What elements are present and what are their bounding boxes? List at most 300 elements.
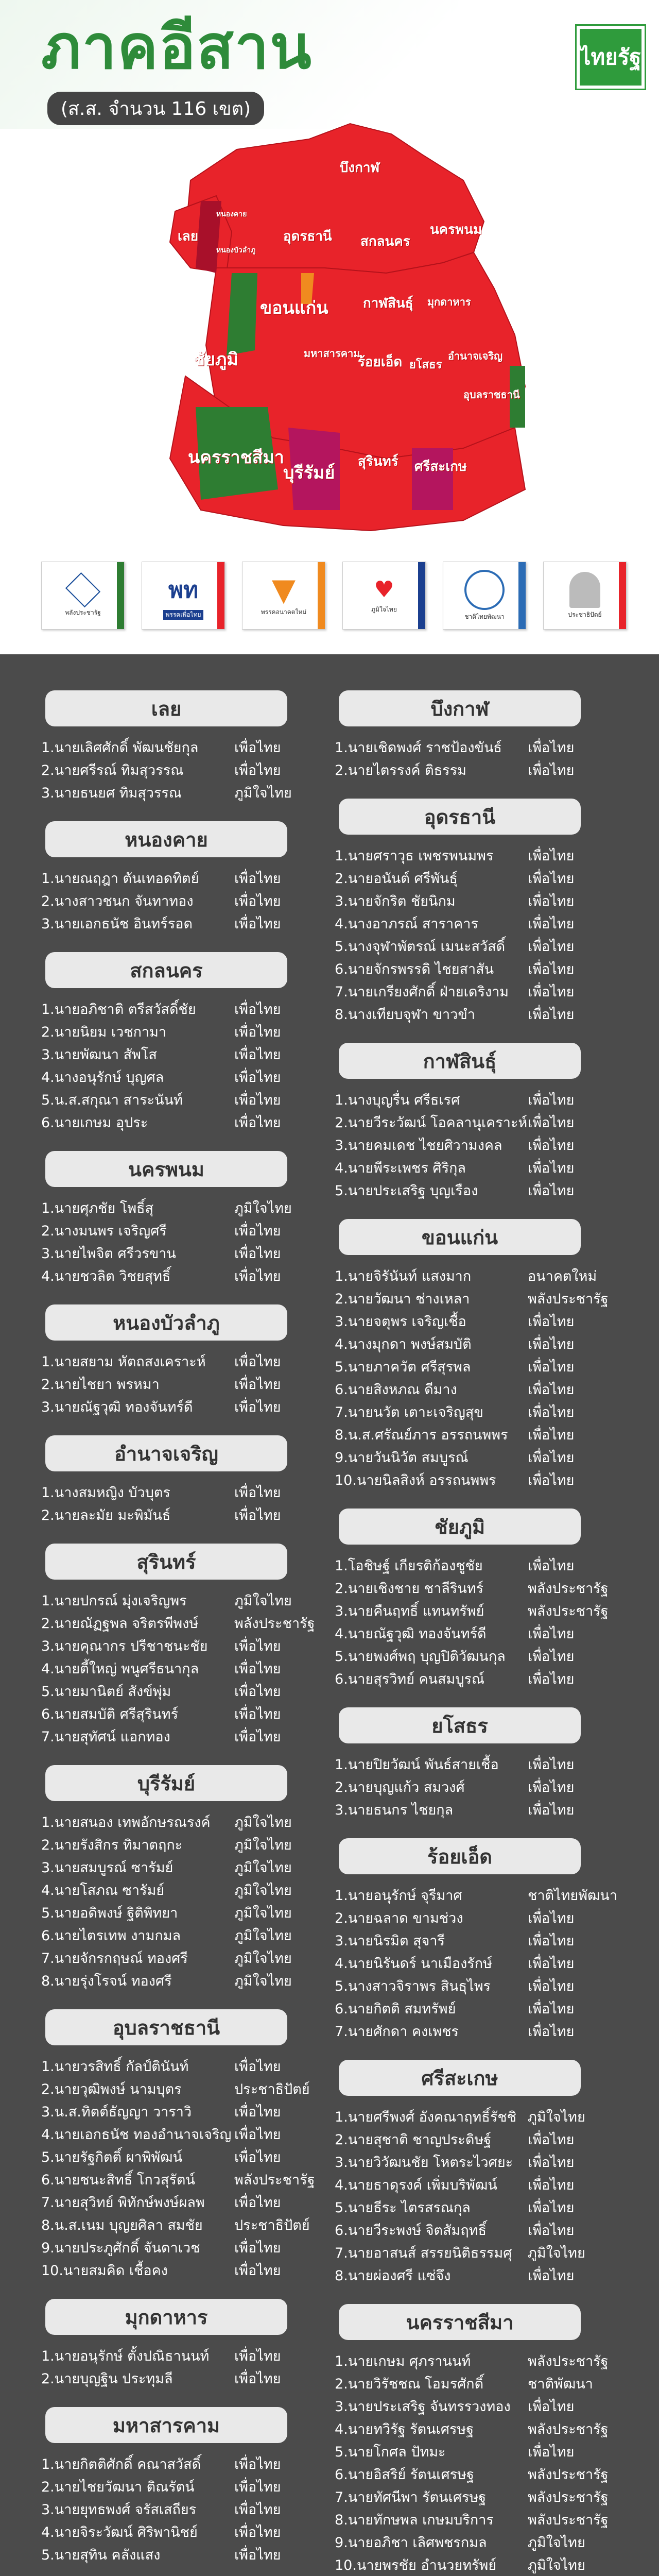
member-row [41, 2236, 330, 2259]
member-party: ภูมิใจไทย [528, 2109, 585, 2125]
member-name: 2.นายสุชาติ ชาญประดิษฐ์ [335, 2131, 492, 2148]
member-name: 3.นายธนยศ ทิมสุวรรณ [41, 785, 182, 801]
map-region-chaiyaphum-green [227, 273, 257, 355]
member-row [335, 2463, 623, 2485]
member-name: 9.นายวันนิวัต สมบูรณ์ [335, 1449, 469, 1466]
member-row [41, 1481, 330, 1503]
member-party: อนาคตใหม่ [528, 1268, 597, 1284]
member-name: 4.นายธาดุรงค์ เพิ่มบริพัฒน์ [335, 2177, 497, 2193]
member-list [335, 1264, 623, 1491]
province-heading: อำนาจเจริญ [45, 1435, 287, 1471]
member-name: 4.นางมุกดา พงษ์สมบัติ [335, 1336, 472, 1352]
member-party: เพื่อไทย [234, 1223, 281, 1239]
party-color-strip [518, 562, 526, 629]
member-row [335, 2241, 623, 2264]
member-party: เพื่อไทย [528, 1557, 575, 1574]
member-party: เพื่อไทย [528, 1449, 575, 1466]
member-row [41, 2191, 330, 2213]
party-logo [342, 562, 426, 630]
member-list [335, 1088, 623, 1201]
member-name: 2.นายฉลาด ขามช่วง [335, 1910, 463, 1926]
member-row [335, 2349, 623, 2372]
member-party: เพื่อไทย [234, 762, 281, 778]
member-row [335, 1264, 623, 1287]
member-name: 4.นายตี้ใหญ่ พนูศรีธนากุล [41, 1660, 199, 1677]
member-party: เพื่อไทย [528, 1182, 575, 1199]
member-party: เพื่อไทย [234, 1728, 281, 1745]
party-emblem-icon: พท [168, 577, 198, 603]
province-heading: ยโสธร [339, 1707, 581, 1743]
province-heading: เลย [45, 690, 287, 726]
member-row [41, 781, 330, 804]
member-list [335, 1554, 623, 1690]
member-party: เพื่อไทย [234, 1683, 281, 1700]
province-block [335, 1509, 623, 1690]
province-block [41, 690, 330, 804]
member-name: 9.นายอภิชา เลิศพชรกมล [335, 2534, 487, 2551]
isan-map-svg [154, 118, 535, 541]
member-name: 4.นายนิรันดร์ นาเมืองรักษ์ [335, 1955, 492, 1972]
brand-logo: ไทยรัฐ [577, 26, 645, 89]
member-party: ภูมิใจไทย [234, 1200, 292, 1216]
member-party: เพื่อไทย [234, 2104, 281, 2120]
province-block [335, 1043, 623, 1201]
member-name: 2.นายบุญฐิน ประทุมลี [41, 2370, 173, 2387]
party-caption: พรรคเพื่อไทย [163, 610, 203, 620]
member-row [41, 1219, 330, 1242]
member-party: เพื่อไทย [528, 1955, 575, 1972]
member-row [41, 2520, 330, 2543]
member-row [41, 1680, 330, 1702]
member-party: เพื่อไทย [528, 938, 575, 955]
party-logo [41, 562, 125, 630]
member-name: 2.นายศรีรณ์ ทิมสุวรรณ [41, 762, 184, 778]
member-name: 6.นายไตรเทพ งามกมล [41, 1927, 181, 1944]
map-label: มุกดาหาร [427, 296, 471, 308]
member-party: เพื่อไทย [528, 1472, 575, 1488]
member-row [41, 1634, 330, 1657]
member-row [335, 1952, 623, 1974]
member-name: 2.นายละมัย มะพิมันธ์ [41, 1507, 171, 1523]
member-party: เพื่อไทย [234, 2547, 281, 2563]
member-party: เพื่อไทย [528, 1381, 575, 1398]
member-name: 2.นายบุญแก้ว สมวงศ์ [335, 1779, 465, 1795]
map-label: ยโสธร [409, 359, 442, 371]
member-name: 7.นายอาสนส์ สรรยนิติธรรมศุ [335, 2245, 512, 2261]
member-list [335, 2105, 623, 2286]
member-list [41, 1810, 330, 1992]
member-name: 6.นายกิตติ สมทรัพย์ [335, 2001, 456, 2017]
member-party: เพื่อไทย [234, 870, 281, 887]
province-block [41, 2009, 330, 2281]
member-row [335, 1003, 623, 1025]
member-row [41, 1810, 330, 1833]
isan-map [154, 118, 535, 541]
member-party: ภูมิใจไทย [234, 1973, 292, 1989]
member-party: ชาติไทยพัฒนา [528, 1887, 618, 1904]
member-party: เพื่อไทย [528, 2131, 575, 2148]
member-party: ภูมิใจไทย [234, 1814, 292, 1831]
member-row [335, 2417, 623, 2440]
member-row [41, 997, 330, 1020]
header [0, 0, 659, 129]
member-name: 2.นายนิยม เวชกามา [41, 1024, 167, 1040]
member-party: เพื่อไทย [528, 2177, 575, 2193]
member-list [41, 1589, 330, 1748]
member-row [335, 1133, 623, 1156]
member-row [335, 1446, 623, 1468]
member-party: พลังประชารัฐ [234, 2172, 315, 2188]
member-name: 1.นายจิรันันท์ แสงมาก [335, 1268, 472, 1284]
member-list [41, 2452, 330, 2566]
member-party: พลังประชารัฐ [528, 2421, 609, 2437]
member-row [335, 2173, 623, 2196]
member-row [335, 758, 623, 781]
member-party: เพื่อไทย [528, 1625, 575, 1642]
member-name: 8.น.ส.เนม บุญยศิลา สมชัย [41, 2217, 203, 2233]
member-row [41, 1242, 330, 1264]
member-party: เพื่อไทย [528, 961, 575, 977]
member-row [335, 2395, 623, 2417]
member-row [41, 2213, 330, 2236]
member-row [335, 2196, 623, 2218]
member-party: เพื่อไทย [528, 1910, 575, 1926]
province-block [41, 2299, 330, 2389]
member-name: 10.นายสมคิด เชื้อคง [41, 2262, 168, 2279]
member-name: 2.นายวัฒนา ช่างเหลา [335, 1291, 470, 1307]
province-heading: ชัยภูมิ [339, 1509, 581, 1545]
member-row [335, 889, 623, 912]
member-name: 1.นายสยาม หัตถสงเคราะห์ [41, 1353, 206, 1370]
member-row [335, 2150, 623, 2173]
member-name: 7.นายเกรียงศักดิ์ ฝ่ายเดริงาม [335, 984, 509, 1000]
member-party: เพื่อไทย [234, 2370, 281, 2387]
member-list [335, 1753, 623, 1821]
member-row [41, 1725, 330, 1748]
party-color-strip [418, 562, 425, 629]
member-party: เพื่อไทย [234, 1001, 281, 1018]
member-name: 5.นายประเสริฐ บุญเรือง [335, 1182, 478, 1199]
member-name: 4.นายเอกธนัช ทองอำนาจเจริญ [41, 2126, 232, 2143]
member-row [335, 2485, 623, 2508]
member-party: เพื่อไทย [528, 2001, 575, 2017]
province-block [41, 1765, 330, 1992]
map-label: บึงกาฬ [340, 160, 380, 176]
member-name: 3.นายนิรมิต สุจารี [335, 1933, 445, 1949]
member-list [41, 1350, 330, 1418]
member-name: 5.นายอดิพงษ์ ฐิติพิทยา [41, 1905, 178, 1921]
member-name: 8.นายทักษพล เกษมบริการ [335, 2512, 494, 2528]
member-party: เพื่อไทย [528, 1671, 575, 1687]
member-name: 1.นางสมหญิง บัวบุตร [41, 1484, 170, 1501]
member-party: เพื่อไทย [234, 2479, 281, 2495]
party-legend [0, 562, 659, 629]
member-row [335, 1798, 623, 1821]
province-heading: นครพนม [45, 1151, 287, 1187]
map-label: ร้อยเอ็ด [358, 354, 403, 370]
member-party: เพื่อไทย [234, 739, 281, 756]
member-row [41, 2498, 330, 2520]
member-party: เพื่อไทย [234, 1245, 281, 1262]
member-name: 3.นายธนกร ไชยกุล [335, 1802, 454, 1818]
member-party: เพื่อไทย [528, 2023, 575, 2040]
member-row [41, 736, 330, 758]
member-row [335, 1400, 623, 1423]
member-row [335, 1310, 623, 1332]
member-name: 5.นายมานิตย์ สังข์พุ่ม [41, 1683, 171, 1700]
member-name: 1.นายอนุรักษ์ จุรีมาศ [335, 1887, 462, 1904]
member-name: 7.นายนวัต เตาะเจริญสุข [335, 1404, 483, 1420]
member-row [41, 1264, 330, 1287]
member-row [41, 912, 330, 935]
member-party: เพื่อไทย [528, 1933, 575, 1949]
member-name: 3.นายพัฒนา สัพโส [41, 1046, 157, 1063]
province-heading: บุรีรัมย์ [45, 1765, 287, 1801]
member-party: ภูมิใจไทย [528, 2245, 585, 2261]
member-party: เพื่อไทย [528, 1359, 575, 1375]
member-party: เพื่อไทย [528, 1756, 575, 1773]
member-party: เพื่อไทย [528, 2444, 575, 2460]
member-row [41, 1946, 330, 1969]
member-party: เพื่อไทย [234, 2262, 281, 2279]
member-party: เพื่อไทย [234, 2194, 281, 2211]
member-party: เพื่อไทย [528, 2398, 575, 2415]
province-heading: มหาสารคาม [45, 2407, 287, 2443]
member-row [335, 736, 623, 758]
member-name: 4.นายณัฐวุฒิ ทองจันทร์ดี [335, 1625, 487, 1642]
member-row [335, 1884, 623, 1906]
party-emblem-icon: ♥ [374, 577, 394, 603]
member-party: ชาติพัฒนา [528, 2376, 593, 2392]
member-party: เพื่อไทย [234, 1706, 281, 1722]
member-name: 5.นางจุฬาพัตรณ์ เมนะสวัสดิ์ [335, 938, 506, 955]
party-caption: ภูมิใจไทย [371, 606, 397, 613]
member-row [335, 1468, 623, 1491]
member-party: เพื่อไทย [234, 2240, 281, 2256]
member-row [41, 1969, 330, 1992]
map-label: บุรีรัมย์ [283, 463, 335, 483]
member-party: เพื่อไทย [234, 916, 281, 932]
member-party: เพื่อไทย [234, 1638, 281, 1654]
member-row [335, 2553, 623, 2576]
province-heading: อุดรธานี [339, 799, 581, 835]
member-name: 3.นายคมเดช ไชยศิวามงคล [335, 1137, 502, 1154]
member-row [335, 1577, 623, 1599]
member-name: 2.นายไตรรงค์ ติธรรม [335, 762, 466, 778]
member-name: 8.นางเทียบจุฬา ขาวขำ [335, 1006, 475, 1023]
member-party: พลังประชารัฐ [528, 1603, 609, 1619]
member-name: 7.นายทัศนีพา รัตนเศรษฐ [335, 2489, 487, 2505]
member-name: 3.นายคุณากร ปรีชาชนะชัย [41, 1638, 208, 1654]
member-party: เพื่อไทย [234, 1507, 281, 1523]
member-name: 6.นายวีระพงษ์ จิตสัมฤทธิ์ [335, 2222, 487, 2239]
member-name: 4.นายจิระวัฒน์ ศิริพานิชย์ [41, 2524, 198, 2540]
member-row [41, 1856, 330, 1878]
member-row [335, 1906, 623, 1929]
member-party: เพื่อไทย [528, 1137, 575, 1154]
member-row [41, 1043, 330, 1065]
member-row [335, 2218, 623, 2241]
member-list [335, 1884, 623, 2042]
map-label: มหาสารคาม [304, 347, 360, 360]
member-party: เพื่อไทย [234, 893, 281, 909]
party-caption: พลังประชารัฐ [65, 608, 101, 616]
member-name: 1.นายกิตติศักดิ์ คณาสวัสดิ์ [41, 2456, 201, 2472]
member-name: 5.นายโกศล ปัทมะ [335, 2444, 446, 2460]
member-list [41, 867, 330, 935]
map-label: ชัยภูมิ [193, 349, 238, 370]
member-name: 10.นายพรชัย อำนวยทรัพย์ [335, 2557, 497, 2573]
member-party: เพื่อไทย [528, 870, 575, 887]
member-party: เพื่อไทย [528, 1336, 575, 1352]
member-row [335, 2531, 623, 2553]
member-row [335, 1355, 623, 1378]
member-name: 3.นายจักริต ชัยนิกม [335, 893, 456, 909]
party-logo [443, 562, 526, 630]
province-block [335, 799, 623, 1025]
member-name: 3.นายวิวัฒนชัย โหตระไวศยะ [335, 2154, 513, 2171]
member-name: 6.นายจักรพรรดิ ไชยสาสัน [335, 961, 494, 977]
member-party: เพื่อไทย [234, 1660, 281, 1677]
province-heading: หนองบัวลำภู [45, 1304, 287, 1341]
infographic-top [0, 0, 659, 654]
member-row [41, 2344, 330, 2367]
member-row [335, 2105, 623, 2128]
member-row [41, 867, 330, 889]
member-name: 1.นายปิยวัฒน์ พันธ์สายเชื้อ [335, 1756, 499, 1773]
member-name: 1.นายเกษม ศุภรานนท์ [335, 2353, 471, 2369]
member-party: เพื่อไทย [528, 893, 575, 909]
member-name: 5.นายรัฐกิตติ์ ผาพิพัฒน์ [41, 2149, 183, 2165]
member-name: 1.นายปกรณ์ มุ่งเจริญพร [41, 1592, 187, 1609]
member-name: 7.นายสุทัศน์ แอกทอง [41, 1728, 170, 1745]
province-heading: มุกดาหาร [45, 2299, 287, 2335]
member-row [41, 1924, 330, 1946]
party-color-strip [619, 562, 626, 629]
member-party: ภูมิใจไทย [234, 785, 292, 801]
member-row [41, 1503, 330, 1526]
member-party: เพื่อไทย [528, 2154, 575, 2171]
member-party: เพื่อไทย [528, 1427, 575, 1443]
province-block [335, 1838, 623, 2042]
party-caption: ประชาธิปัตย์ [568, 611, 602, 618]
map-label: กาฬสินธุ์ [363, 296, 413, 311]
member-name: 1.นายเชิดพงศ์ ราชป้องขันธ์ [335, 739, 502, 756]
member-name: 6.นายสุรวิทย์ คนสมบูรณ์ [335, 1671, 485, 1687]
member-row [41, 1612, 330, 1634]
member-row [335, 1088, 623, 1111]
member-party: เพื่อไทย [528, 1802, 575, 1818]
member-row [41, 1833, 330, 1856]
member-row [335, 1645, 623, 1667]
member-party: เพื่อไทย [528, 1313, 575, 1330]
member-party: ภูมิใจไทย [234, 1592, 292, 1609]
map-label: สุรินทร์ [358, 454, 398, 469]
member-party: ภูมิใจไทย [528, 2534, 585, 2551]
member-party: พลังประชารัฐ [528, 1291, 609, 1307]
member-party: ประชาธิปัตย์ [234, 2217, 310, 2233]
page-title: ภาคอีสาน [41, 11, 313, 82]
member-row [41, 1111, 330, 1133]
member-party: พลังประชารัฐ [528, 2512, 609, 2528]
member-row [41, 1878, 330, 1901]
member-name: 1.นายสนอง เทพอักษรณรงค์ [41, 1814, 211, 1831]
member-name: 3.นายเอกธนัช อินทร์รอด [41, 916, 193, 932]
member-row [335, 867, 623, 889]
member-row [41, 2145, 330, 2168]
member-row [335, 844, 623, 867]
map-label: นครราชสีมา [188, 447, 284, 468]
member-party: เพื่อไทย [234, 1114, 281, 1131]
member-name: 1.นายเลิศศักดิ์ พัฒนชัยกุล [41, 739, 199, 756]
member-party: เพื่อไทย [528, 1404, 575, 1420]
party-logo [543, 562, 627, 630]
member-party: เพื่อไทย [234, 2456, 281, 2472]
member-name: 3.นายณัฐวุฒิ ทองจันทร์ดี [41, 1399, 193, 1415]
member-party: เพื่อไทย [528, 1160, 575, 1176]
member-name: 4.นายโสภณ ซารัมย์ [41, 1882, 165, 1899]
member-party: เพื่อไทย [234, 2348, 281, 2364]
member-row [335, 1622, 623, 1645]
member-name: 8.น.ส.ศรัณย์ภาร อรรถนพพร [335, 1427, 508, 1443]
province-block [41, 1544, 330, 1748]
member-name: 3.นายยุทธพงศ์ จรัสเสถียร [41, 2501, 197, 2518]
member-row [41, 2055, 330, 2077]
party-emblem-icon [464, 570, 505, 610]
member-party: เพื่อไทย [528, 1779, 575, 1795]
member-name: 2.นางมนพร เจริญศรี [41, 1223, 167, 1239]
member-name: 1.นายวรสิทธิ์ กัลป์ตินันท์ [41, 2058, 189, 2075]
member-row [335, 2372, 623, 2395]
member-row [335, 1974, 623, 1997]
province-block [335, 2060, 623, 2286]
province-block [41, 1151, 330, 1287]
member-party: เพื่อไทย [234, 1092, 281, 1108]
member-name: 5.นางสาวจิราพร สินธุไพร [335, 1978, 491, 1994]
member-row [41, 1589, 330, 1612]
member-row [335, 1667, 623, 1690]
member-name: 3.น.ส.ทิตต์ธัญญา วาราวิ [41, 2104, 192, 2120]
member-row [335, 1929, 623, 1952]
member-party: เพื่อไทย [234, 2501, 281, 2518]
member-name: 5.นายพงศ์พฤ บุญปิติวัฒนกุล [335, 1648, 506, 1665]
member-party: เพื่อไทย [528, 2267, 575, 2284]
member-name: 2.นางสาวชนก จันทาทอง [41, 893, 194, 909]
member-party: ภูมิใจไทย [528, 2557, 585, 2573]
member-name: 2.นายณัฏฐพล จริตรพีพงษ์ [41, 1615, 199, 1632]
member-party: เพื่อไทย [528, 2199, 575, 2216]
member-row [335, 1753, 623, 1775]
member-name: 6.นายสมบัติ ศรีสุรินทร์ [41, 1706, 179, 1722]
member-name: 5.น.ส.สกุณา สาระนันท์ [41, 1092, 183, 1108]
member-row [335, 1599, 623, 1622]
member-row [41, 2259, 330, 2281]
member-list [41, 1196, 330, 1287]
member-party: เพื่อไทย [528, 848, 575, 864]
member-party: ภูมิใจไทย [234, 1882, 292, 1899]
member-name: 4.นายพีระเพชร ศิริกุล [335, 1160, 466, 1176]
member-name: 1.โอชิษฐ์ เกียรติก้องชูชัย [335, 1557, 483, 1574]
member-party: เพื่อไทย [528, 1114, 575, 1131]
member-row [335, 957, 623, 980]
member-party: เพื่อไทย [528, 739, 575, 756]
member-name: 6.นายสิงหภณ ดีมาง [335, 1381, 457, 1398]
party-color-strip [318, 562, 325, 629]
member-name: 2.นายวีระวัฒน์ โอคลานุเคราะห์ [335, 1114, 528, 1131]
province-block [335, 1219, 623, 1491]
member-name: 7.นายจักรกฤษณ์ ทองศรี [41, 1950, 188, 1967]
province-heading: ศรีสะเกษ [339, 2060, 581, 2096]
